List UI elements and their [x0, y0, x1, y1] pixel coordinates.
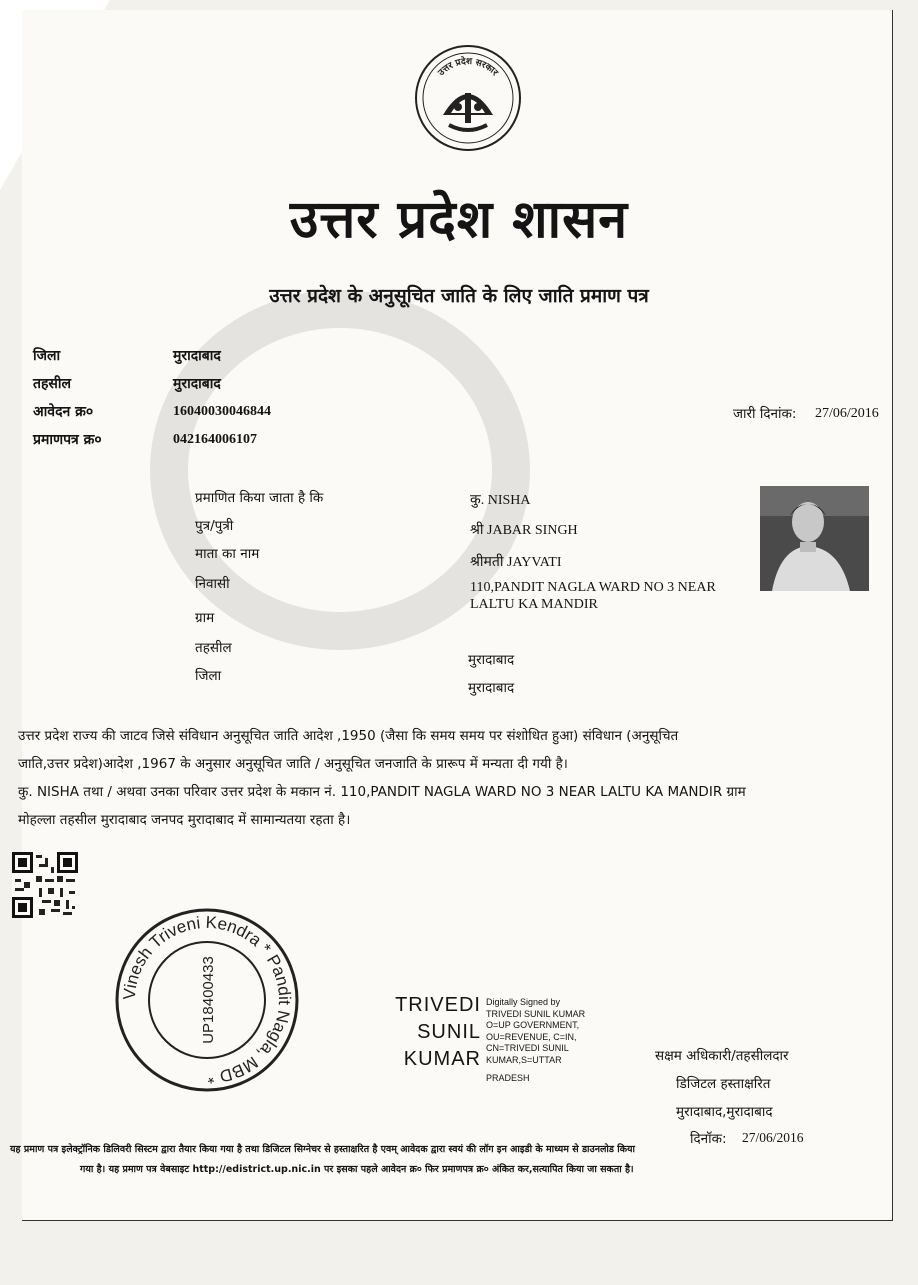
signature-detail-line5: CN=TRIVEDI SUNIL — [486, 1043, 569, 1053]
up-government-emblem-icon — [413, 43, 523, 153]
signature-detail-line1: Digitally Signed by — [486, 997, 561, 1007]
certificate-number-value: 042164006107 — [173, 432, 257, 447]
qr-code — [12, 852, 78, 918]
mother-name-label: माता का नाम — [195, 546, 260, 562]
signer-name-line2: SUNIL — [417, 1021, 481, 1043]
signature-detail-line3: O=UP GOVERNMENT, — [486, 1020, 580, 1030]
district-value: मुरादाबाद — [173, 348, 221, 364]
signer-name-line1: TRIVEDI — [395, 994, 481, 1016]
footer-line1: यह प्रमाण पत्र इलेक्ट्रॉनिक डिलिवरी सिस्टम द्वारा तैयार किया गया है तथा डिजिटल सिग्नेचर से हस्ताक्षरित है एवम् आवेदक द्वारा स्वयं की लॉग इन आइडी के माध्यम से डाउनलोड किया — [10, 1144, 635, 1155]
application-number-label: आवेदन क्र० — [33, 404, 94, 420]
application-number-value: 160400300​46844 — [173, 404, 271, 419]
resident-address-line2: LALTU KA MANDIR — [470, 597, 598, 612]
signature-detail-line4: OU=REVENUE, C=IN, — [486, 1031, 577, 1042]
father-name-value: श्री JABAR SINGH — [470, 523, 578, 538]
issue-date-label: जारी दिनांक: — [733, 406, 797, 422]
body-text-line3: कु. NISHA तथा / अथवा उनका परिवार उत्तर प्रदेश के मकान नं. 110,PANDIT NAGLA WARD NO 3 NEAR LALTU KA MANDIR ग्राम — [18, 784, 746, 800]
body-text-line1: उत्तर प्रदेश राज्य की जाटव जिसे संविधान अनुसूचित जाति आदेश ,1950 (जैसा कि समय समय पर संशोधित हुआ) संविधान (अनुसूचित — [18, 728, 679, 744]
certified-label: प्रमाणित किया जाता है कि — [195, 490, 324, 506]
footer-line2: गया है। यह प्रमाण पत्र वेबसाइट http://edistrict.up.nic.in पर इसका पहले आवेदन क्र० फिर प्रमाणपत्र क्र० अंकित कर,सत्यापित किया जा सकता है। — [80, 1164, 634, 1175]
signer-name-line3: KUMAR — [403, 1048, 481, 1070]
resident-label: निवासी — [195, 576, 230, 592]
certificate-body-text — [18, 722, 858, 834]
tehsil-label: तहसील — [33, 376, 71, 392]
certificate-number-label: प्रमाणपत्र क्र० — [33, 432, 102, 448]
certified-name-value: कु. NISHA — [470, 493, 531, 508]
certificate-title: उत्तर प्रदेश शासन — [289, 190, 629, 250]
csc-round-stamp — [112, 905, 302, 1095]
authority-date-label: दिनॉक: — [690, 1131, 727, 1147]
signature-detail-line7: PRADESH — [486, 1073, 530, 1083]
stamp-ring-text: Vinesh Triveni Kendra * Pandit Nagla, MBD * — [119, 912, 295, 1088]
emblem-ring-text: उत्तर प्रदेश सरकार — [436, 56, 500, 79]
authority-place: मुरादाबाद,मुरादाबाद — [676, 1104, 773, 1120]
applicant-photo — [760, 486, 869, 591]
issue-date-value: 27/06/2016 — [815, 406, 879, 421]
digital-signature-details — [486, 997, 616, 1085]
certificate-footer-note — [10, 1140, 900, 1180]
mother-name-value: श्रीमती JAYVATI — [470, 555, 562, 570]
person-photo-icon — [760, 486, 869, 591]
stamp-code: UP18400433 — [200, 956, 217, 1044]
resident-address-line1: 110,PANDIT NAGLA WARD NO 3 NEAR — [470, 580, 716, 595]
village-label: ग्राम — [195, 610, 215, 626]
signature-detail-line6: KUMAR,S=UTTAR — [486, 1054, 562, 1065]
detail-district-label: जिला — [195, 668, 222, 684]
tehsil-value: मुरादाबाद — [173, 376, 221, 392]
body-text-line2: जाति,उत्तर प्रदेश)आदेश ,1967 के अनुसार अनुसूचित जाति / अनुसूचित जनजाति के प्रारूप में मन्यता दी गयी है। — [18, 756, 568, 772]
district-label: जिला — [33, 348, 61, 364]
authority-date-value: 27/06/2016 — [742, 1130, 804, 1145]
background-seal-watermark — [150, 290, 530, 650]
signature-detail-line2: TRIVEDI SUNIL KUMAR — [486, 1008, 586, 1019]
body-text-line4: मोहल्ला तहसील मुरादाबाद जनपद मुरादाबाद में सामान्यतया रहता है। — [18, 812, 351, 828]
detail-tehsil-label: तहसील — [195, 640, 232, 656]
certificate-subtitle: उत्तर प्रदेश के अनुसूचित जाति के लिए जाति प्रमाण पत्र — [269, 285, 649, 307]
child-of-label: पुत्र/पुत्री — [195, 518, 234, 534]
authority-designation: सक्षम अधिकारी/तहसीलदार — [655, 1048, 789, 1064]
authority-digital-sign: डिजिटल हस्ताक्षरित — [676, 1076, 771, 1092]
signer-name — [395, 992, 481, 1073]
detail-district-value: मुरादाबाद — [468, 680, 515, 696]
detail-tehsil-value: मुरादाबाद — [468, 652, 515, 668]
